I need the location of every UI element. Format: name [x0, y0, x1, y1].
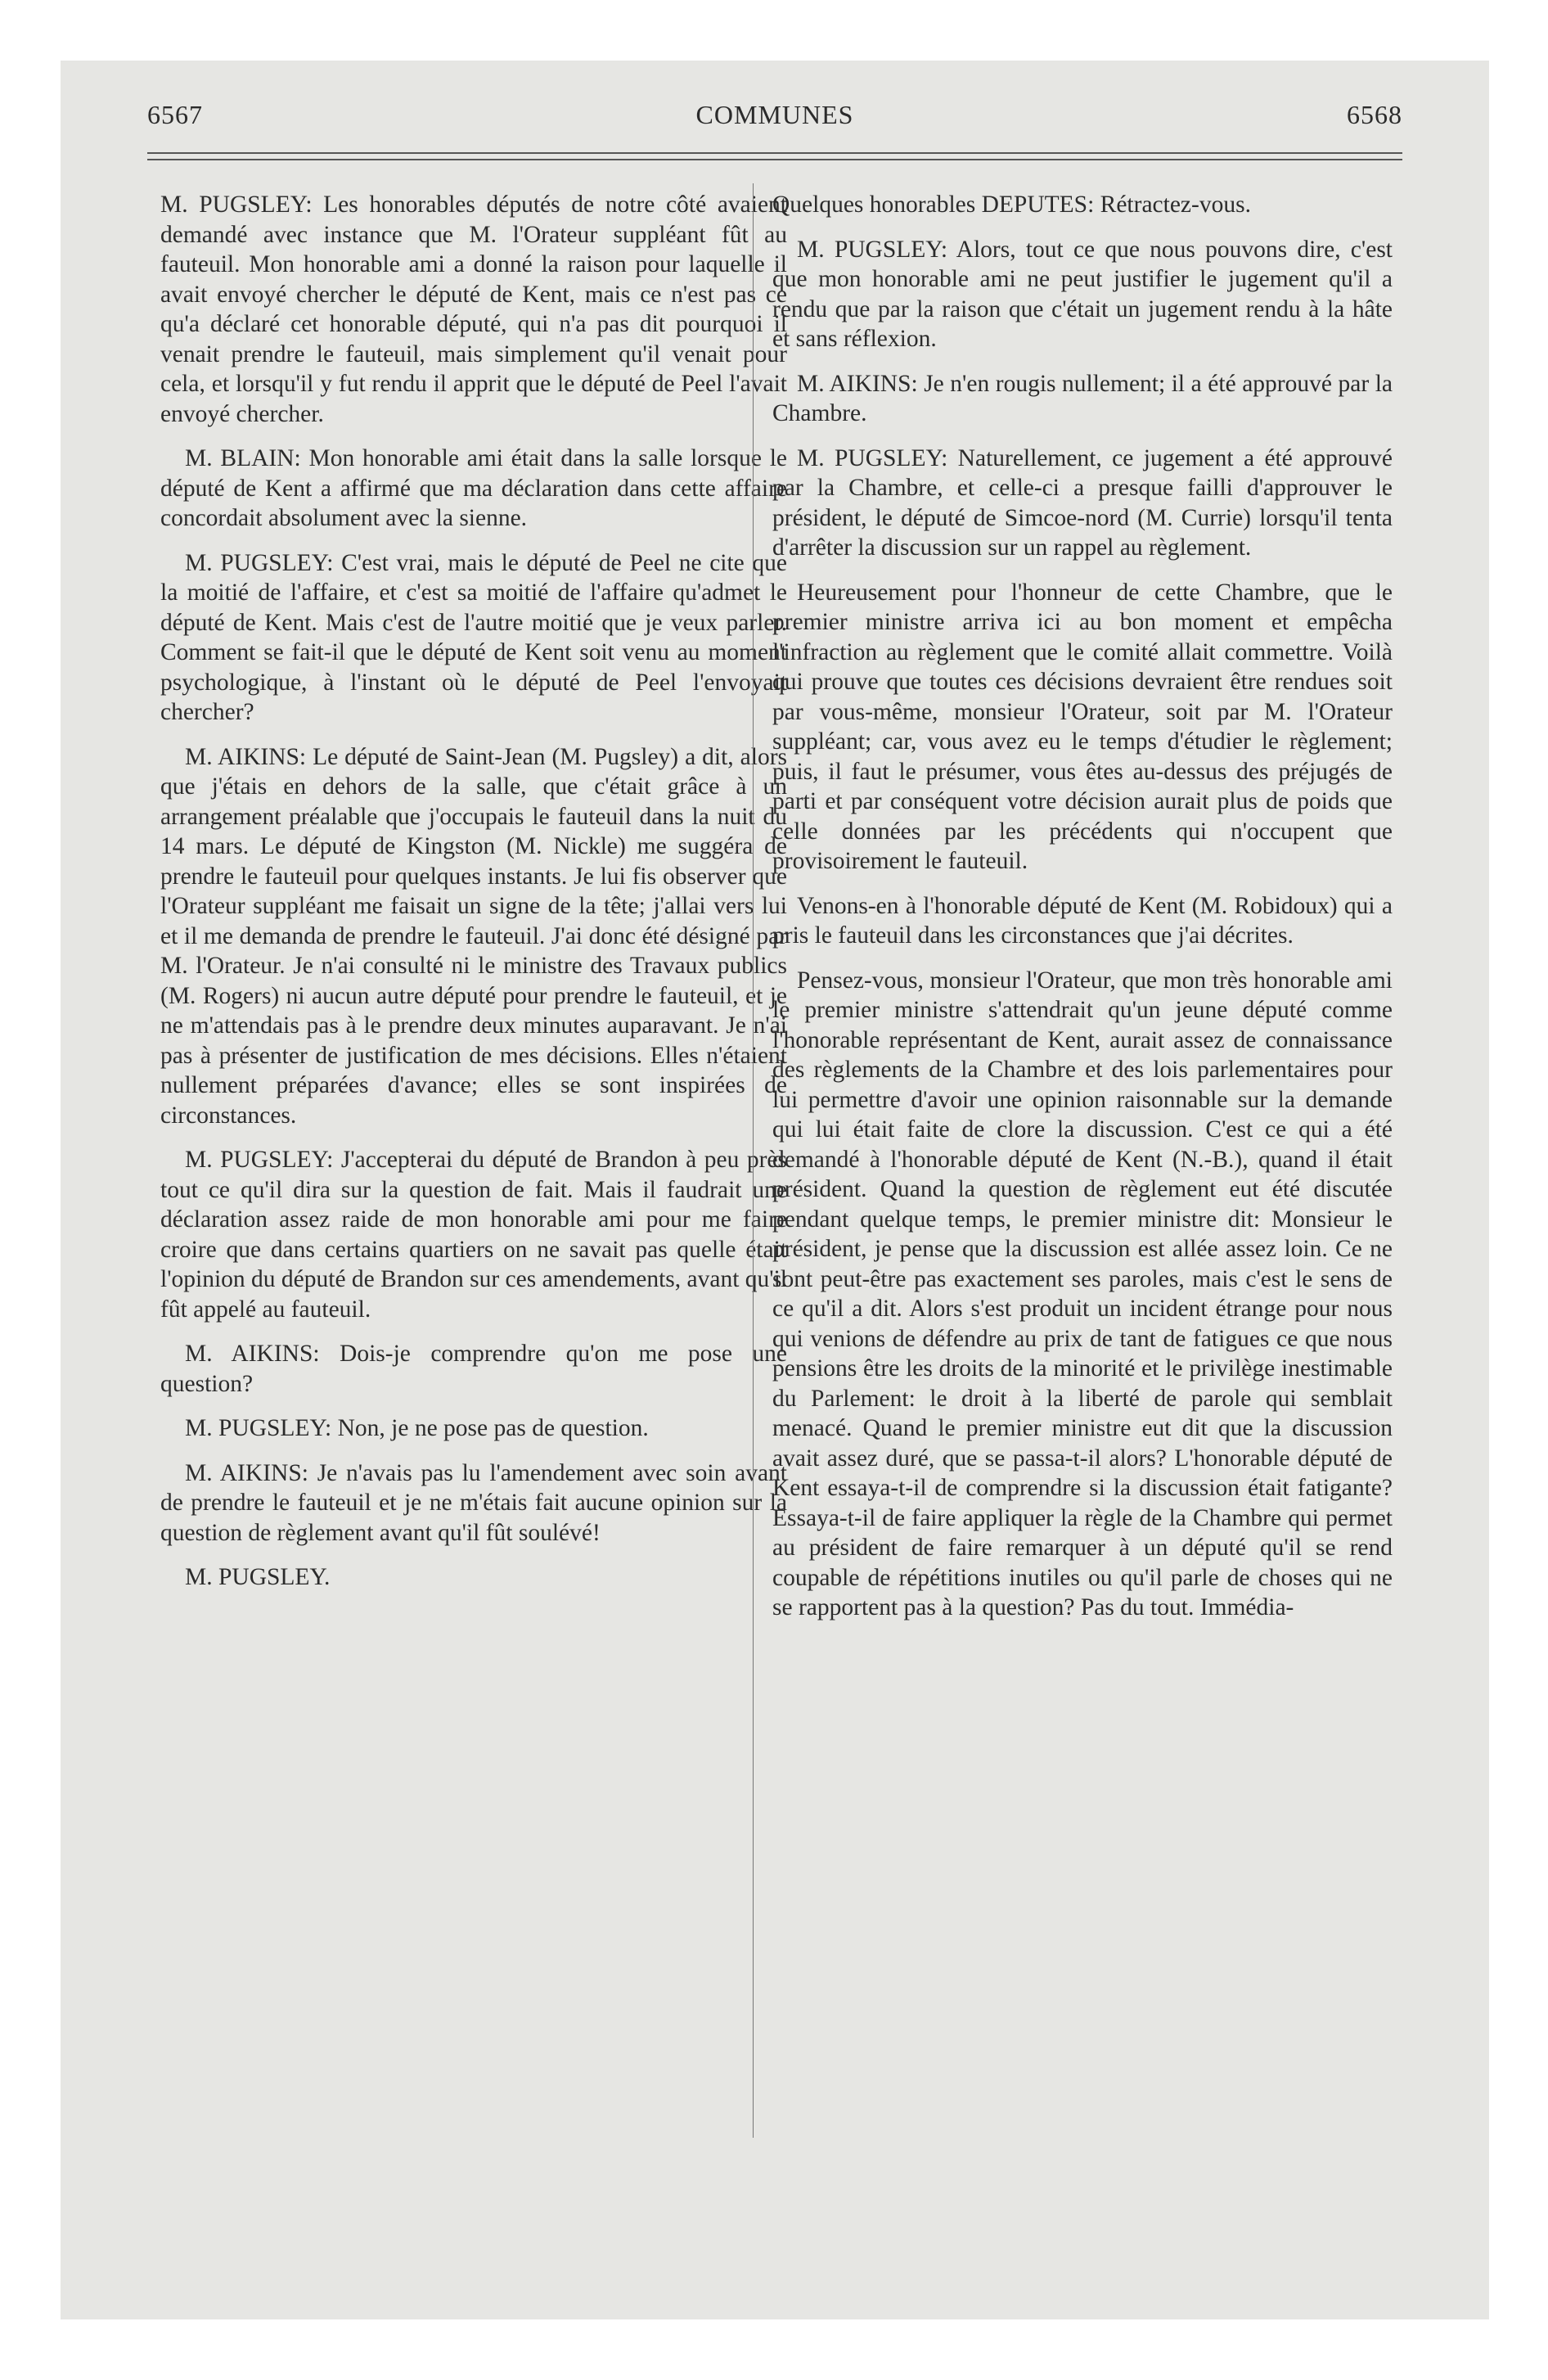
paragraph: M. PUGSLEY: J'accepterai du député de Brandon à peu près tout ce qu'il dira sur la question de fait. Mais il faudrait une déclaration assez raide de mon honorable ami pour me faire croire que dans certains quartiers on ne savait pas quelle était l'opinion du député de Brandon sur ces amendements, avant qu'il fût appelé au fauteuil. — [160, 1147, 787, 1323]
paragraph: Venons-en à l'honorable député de Kent (M. Robidoux) qui a pris le fauteuil dans les circonstances que j'ai décrites. — [772, 892, 1393, 949]
paragraph: M. PUGSLEY: Alors, tout ce que nous pouvons dire, c'est que mon honorable ami ne peut justifier le jugement qu'il a rendu que par la raison que c'était un jugement rendu à la hâte et sans réflexion. — [772, 236, 1393, 352]
right-column — [772, 190, 1393, 1638]
header-rule-top — [147, 152, 1402, 154]
paragraph: M. PUGSLEY: Non, je ne pose pas de question. — [185, 1415, 649, 1441]
right-page-number: 6568 — [1347, 100, 1402, 129]
paragraph: Pensez-vous, monsieur l'Orateur, que mon très honorable ami le premier ministre s'attendrait qu'un jeune député comme l'honorable représentant de Kent, aurait assez de connaissance des règlements de la Chambre et des lois parlementaires pour lui permettre d'avoir une opinion raisonnable sur la demande qui lui était faite de clore la discussion. C'est ce qui a été demandé à l'honorable député de Kent (N.-B.), quand il était président. Quand la question de règlement eut été discutée pendant quelque temps, le premier ministre dit: Monsieur le président, je pense que la discussion est allée assez loin. Ce ne sont peut-être pas exactement ses paroles, mais c'est le sens de ce qu'il a dit. Alors s'est produit un incident étrange pour nous qui venions de défendre au prix de tant de fatigues ce que nous pensions être les droits de la minorité et le privilège inestimable du Parlement: le droit à la liberté de parole qui semblait menacé. Quand le premier ministre eut dit que la discussion avait assez duré, que se passa-t-il alors? L'honorable député de Kent essaya-t-il de comprendre si la discussion était fatigante? Essaya-t-il de faire appliquer la règle de la Chambre qui permet au président de faire remarquer à un député qu'il se rend coupable de répétitions inutiles ou qu'il parle de choses qui ne se rapportent pas à la question? Pas du tout. Immédia- — [772, 967, 1393, 1620]
paragraph: M. PUGSLEY: C'est vrai, mais le député de Peel ne cite que la moitié de l'affaire, et c'est sa moitié de l'affaire qu'admet le député de Kent. Mais c'est de l'autre moitié que je veux parler. Comment se fait-il que le député de Kent soit venu au moment psychologique, à l'instant où le député de Peel l'envoyait chercher? — [160, 549, 787, 725]
paragraph: M. AIKINS: Je n'avais pas lu l'amendement avec soin avant de prendre le fauteuil et je ne m'étais fait aucune opinion sur la question de règlement avant qu'il fût soulévé! — [160, 1459, 787, 1546]
running-title: COMMUNES — [695, 100, 854, 129]
paragraph: M. PUGSLEY: Naturellement, ce jugement a été approuvé par la Chambre, et celle-ci a presque failli d'approuver le président, le député de Simcoe-nord (M. Currie) lorsqu'il tenta d'arrêter la discussion sur un rappel au règlement. — [772, 444, 1393, 561]
paragraph: Heureusement pour l'honneur de cette Chambre, que le premier ministre arriva ici au bon moment et empêcha l'infraction au règlement que le comité allait commettre. Voilà qui prouve que toutes ces décisions devraient être rendues soit par vous-même, monsieur l'Orateur, soit par M. l'Orateur suppléant; car, vous avez eu le temps d'étudier le règlement; puis, il faut le présumer, vous êtes au-dessus des préjugés de parti et par conséquent votre décision aurait plus de poids que celle données par les précédents qui n'occupent que provisoirement le fauteuil. — [772, 579, 1393, 874]
paragraph: M. AIKINS: Je n'en rougis nullement; il a été approuvé par la Chambre. — [772, 370, 1393, 426]
left-page-number: 6567 — [147, 100, 203, 129]
paragraph: Quelques honorables DEPUTES: Rétractez-vous. — [772, 192, 1251, 218]
column-divider — [753, 183, 754, 2138]
paragraph: M. BLAIN: Mon honorable ami était dans la salle lorsque le député de Kent a affirmé que ma déclaration dans cette affaire concordait absolument avec la sienne. — [160, 445, 787, 531]
paragraph: M. PUGSLEY: Les honorables députés de notre côté avaient demandé avec instance que M. l'Orateur suppléant fût au fauteuil. Mon honorable ami a donné la raison pour laquelle il avait envoyé chercher le député de Kent, mais ce n'est pas ce qu'a déclaré cet honorable député, qui n'a pas dit pourquoi il venait prendre le fauteuil, mais simplement qu'il venait pour cela, et lorsqu'il y fut rendu il apprit que le député de Peel l'avait envoyé chercher. — [160, 192, 787, 427]
left-column — [160, 190, 787, 1607]
paragraph: M. PUGSLEY. — [185, 1564, 331, 1590]
page-header — [147, 100, 1402, 141]
paragraph: M. AIKINS: Le député de Saint-Jean (M. Pugsley) a dit, alors que j'étais en dehors de la salle, que c'était grâce à un arrangement préalable que j'occupais le fauteuil dans la nuit du 14 mars. Le député de Kingston (M. Nickle) me suggéra de prendre le fauteuil pour quelques instants. Je lui fis observer que l'Orateur suppléant me faisait un signe de la tête; j'allai vers lui et il me demanda de prendre le fauteuil. J'ai donc été désigné par M. l'Orateur. Je n'ai consulté ni le ministre des Travaux publics (M. Rogers) ni aucun autre député pour prendre le fauteuil, et je ne m'attendais pas à le prendre deux minutes auparavant. Je n'ai pas à présenter de justification de mes décisions. Elles n'étaient nullement préparées d'avance; elles se sont inspirées de circonstances. — [160, 743, 787, 1129]
header-rule-bottom — [147, 159, 1402, 160]
paragraph: M. AIKINS: Dois-je comprendre qu'on me pose une question? — [160, 1341, 787, 1397]
page-scan — [61, 61, 1489, 2319]
